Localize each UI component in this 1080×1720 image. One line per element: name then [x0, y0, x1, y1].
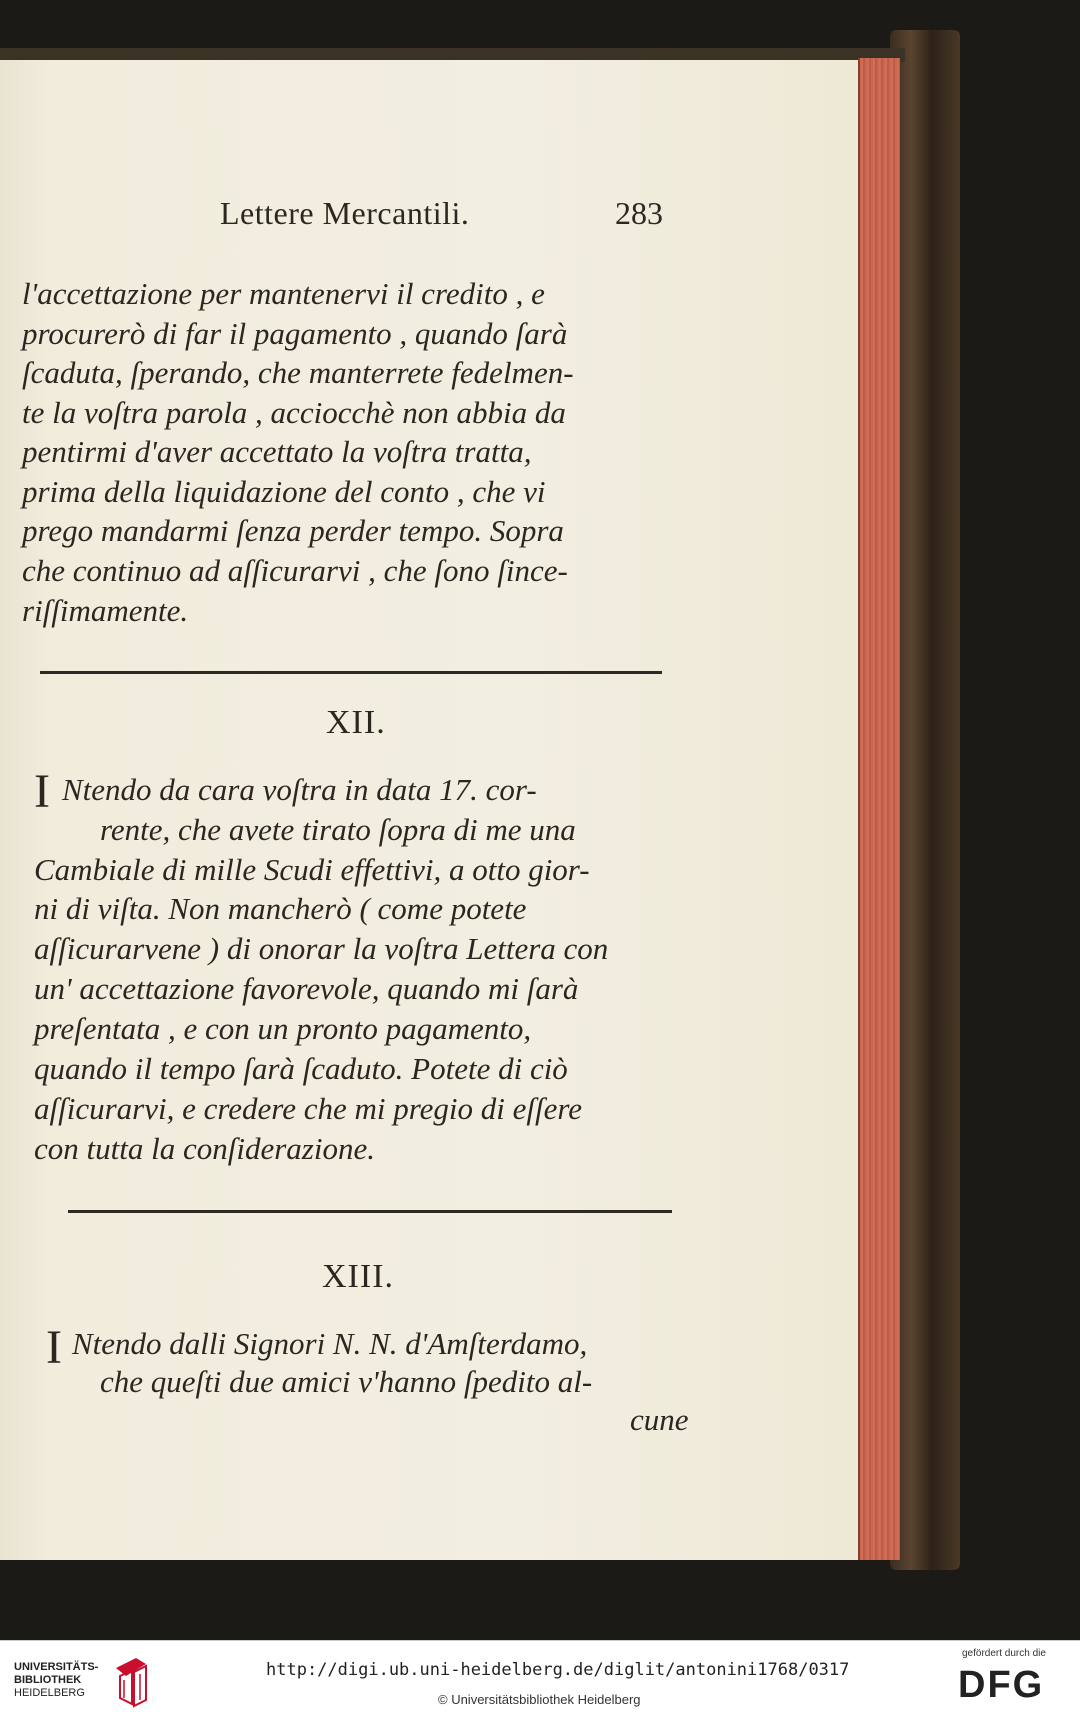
- text-line: quando il tempo ſarà ſcaduto. Potete di ciò: [34, 1051, 568, 1086]
- text-line: preſentata , e con un pronto pagamento,: [34, 1011, 532, 1046]
- text-line: Ntendo dalli Signori N. N. d'Amſterdamo,: [72, 1326, 588, 1361]
- text-line: Ntendo da cara voſtra in data 17. cor-: [62, 772, 537, 807]
- text-line: un' accettazione favorevole, quando mi ſarà: [34, 971, 579, 1006]
- text-line: l'accettazione per mantenervi il credito , e: [22, 276, 545, 311]
- book-cover: [890, 30, 960, 1570]
- library-name-line: HEIDELBERG: [14, 1687, 85, 1699]
- text-line: te la voſtra parola , acciocchè non abbia da: [22, 395, 566, 430]
- page-number: 283: [615, 195, 663, 231]
- library-name-line: UNIVERSITÄTS-: [14, 1661, 99, 1673]
- letter-numeral-13: XIII.: [322, 1258, 395, 1295]
- dfg-logo: DFG: [958, 1664, 1045, 1706]
- text-line: prego mandarmi ſenza perder tempo. Sopra: [22, 513, 564, 548]
- catchword: cune: [630, 1402, 689, 1437]
- text-line: aſſicurarvene ) di onorar la voſtra Lettera con: [34, 931, 609, 966]
- drop-cap: I: [46, 1321, 62, 1374]
- text-line: riſſimamente.: [22, 593, 189, 628]
- funded-by-label: gefördert durch die: [962, 1648, 1046, 1659]
- text-line: ſcaduta, ſperando, che manterrete fedelmen-: [22, 355, 574, 390]
- source-url-link[interactable]: http://digi.ub.uni-heidelberg.de/diglit/antonini1768/0317: [266, 1660, 850, 1680]
- section-rule: [40, 671, 662, 674]
- text-line: che queſti due amici v'hanno ſpedito al-: [100, 1364, 593, 1399]
- running-head: Lettere Mercantili.: [220, 195, 470, 231]
- text-line: Cambiale di mille Scudi effettivi, a otto gior-: [34, 852, 590, 887]
- library-logo-icon: [112, 1654, 152, 1708]
- text-line: rente, che avete tirato ſopra di me una: [100, 812, 576, 847]
- text-line: con tutta la conſiderazione.: [34, 1131, 375, 1166]
- drop-cap: I: [34, 765, 50, 818]
- section-rule: [68, 1210, 672, 1213]
- text-line: che continuo ad aſſicurarvi , che ſono ſince-: [22, 553, 568, 588]
- copyright-text: © Universitätsbibliothek Heidelberg: [438, 1692, 641, 1707]
- viewer-footer: [0, 1640, 1080, 1720]
- library-name-line: BIBLIOTHEK: [14, 1674, 82, 1686]
- letter-numeral-12: XII.: [326, 704, 386, 741]
- library-name: [14, 1661, 98, 1700]
- text-line: ni di viſta. Non mancherò ( come potete: [34, 891, 527, 926]
- text-line: prima della liquidazione del conto , che vi: [22, 474, 546, 509]
- text-line: pentirmi d'aver accettato la voſtra tratta,: [22, 434, 532, 469]
- text-line: aſſicurarvi, e credere che mi pregio di eſſere: [34, 1091, 583, 1126]
- text-line: procurerò di far il pagamento , quando ſarà: [22, 316, 568, 351]
- page-fore-edge: [858, 58, 900, 1560]
